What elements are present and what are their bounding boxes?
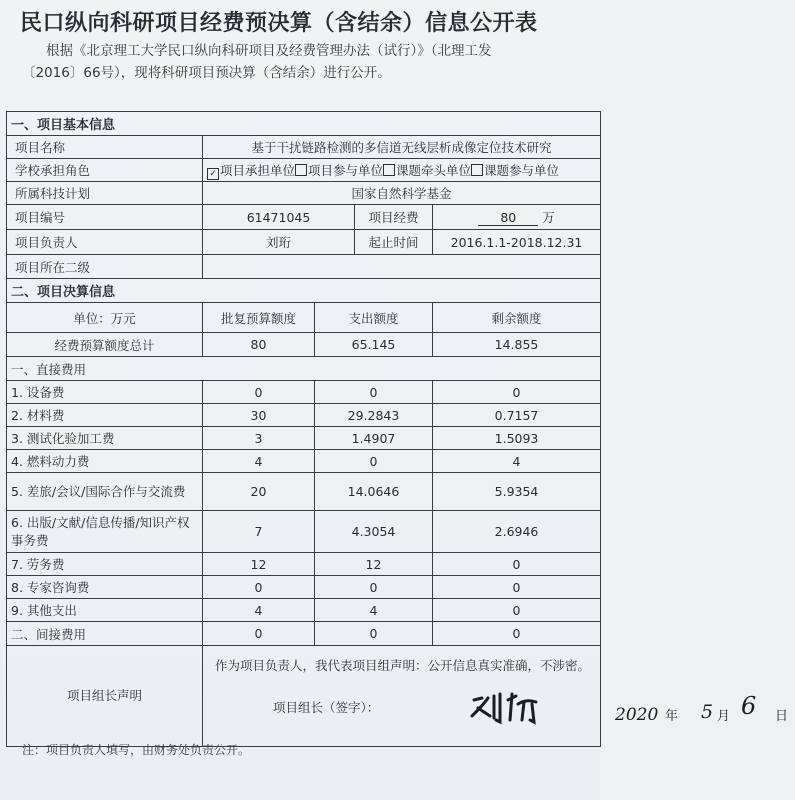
funding-label: 项目经费 bbox=[355, 205, 433, 230]
spent-cell: 14.0646 bbox=[315, 473, 433, 511]
intro-line-2: 〔2016〕66号），现将科研项目预决算（含结余）进行公开。 bbox=[22, 65, 391, 81]
spent-cell: 0 bbox=[315, 622, 433, 646]
remaining-cell: 0.7157 bbox=[433, 404, 601, 427]
approved-cell: 3 bbox=[203, 427, 315, 450]
project-name-label: 项目名称 bbox=[7, 136, 203, 159]
handwritten-signature bbox=[468, 686, 558, 730]
spent-cell: 29.2843 bbox=[315, 404, 433, 427]
role-option-3: 课题牵头单位 bbox=[396, 162, 472, 178]
table-row bbox=[7, 427, 601, 450]
role-option-1: 项目承担单位 bbox=[220, 162, 296, 178]
remaining-cell: 5.9354 bbox=[433, 473, 601, 511]
row-label: 3. 测试化验加工费 bbox=[7, 427, 203, 450]
column-header-approved: 批复预算额度 bbox=[203, 303, 315, 333]
role-option-2: 项目参与单位 bbox=[308, 162, 384, 178]
row-label: 二、间接费用 bbox=[7, 622, 203, 646]
table-row bbox=[7, 450, 601, 473]
level2-value bbox=[203, 255, 601, 279]
handwritten-date bbox=[613, 682, 795, 732]
row-label: 2. 材料费 bbox=[7, 404, 203, 427]
school-role-options bbox=[203, 159, 601, 182]
declaration-label: 项目组长声明 bbox=[7, 646, 203, 747]
disclosure-table bbox=[6, 111, 789, 747]
spent-cell: 4 bbox=[315, 599, 433, 622]
row-label: 5. 差旅/会议/国际合作与交流费 bbox=[7, 473, 203, 511]
row-label: 6. 出版/文献/信息传播/知识产权事务费 bbox=[7, 511, 203, 553]
period-value: 2016.1.1-2018.12.31 bbox=[433, 230, 601, 255]
table-row bbox=[7, 553, 601, 576]
funding-value bbox=[433, 205, 601, 230]
row-label: 7. 劳务费 bbox=[7, 553, 203, 576]
table-row bbox=[7, 381, 601, 404]
spent-cell: 0 bbox=[315, 450, 433, 473]
declaration-cell bbox=[203, 646, 789, 747]
checkbox-icon[interactable] bbox=[471, 164, 483, 176]
document-title: 民口纵向科研项目经费预决算（含结余）信息公开表 bbox=[20, 11, 538, 36]
date-month-unit: 月 bbox=[717, 709, 731, 724]
remaining-cell: 1.5093 bbox=[433, 427, 601, 450]
checkbox-icon[interactable] bbox=[383, 164, 395, 176]
section-final-accounts-heading: 二、项目决算信息 bbox=[7, 279, 601, 303]
approved-cell: 0 bbox=[203, 576, 315, 599]
approved-cell: 0 bbox=[203, 381, 315, 404]
approved-cell: 80 bbox=[203, 333, 315, 357]
leader-label: 项目负责人 bbox=[7, 230, 203, 255]
date-day: 6 bbox=[741, 692, 757, 720]
spent-cell: 65.145 bbox=[315, 333, 433, 357]
funding-unit: 万 bbox=[542, 210, 555, 225]
table-row bbox=[7, 473, 601, 511]
signature-label: 项目组长（签字）： bbox=[273, 700, 380, 715]
checkbox-icon[interactable] bbox=[295, 164, 307, 176]
column-header-spent: 支出额度 bbox=[315, 303, 433, 333]
approved-cell: 0 bbox=[203, 622, 315, 646]
date-month: 5 bbox=[701, 701, 714, 723]
date-day-unit: 日 bbox=[775, 709, 789, 724]
approved-cell: 7 bbox=[203, 511, 315, 553]
project-name-value: 基于干扰链路检测的多信道无线层析成像定位技术研究 bbox=[203, 136, 601, 159]
remaining-cell: 0 bbox=[433, 576, 601, 599]
row-label: 4. 燃料动力费 bbox=[7, 450, 203, 473]
approved-cell: 30 bbox=[203, 404, 315, 427]
table-row bbox=[7, 599, 601, 622]
table-row bbox=[7, 576, 601, 599]
school-role-label: 学校承担角色 bbox=[7, 159, 203, 182]
project-number-label: 项目编号 bbox=[7, 205, 203, 230]
spent-cell: 0 bbox=[315, 381, 433, 404]
table-row bbox=[7, 622, 601, 646]
project-number-value: 61471045 bbox=[203, 205, 355, 230]
level2-label: 项目所在二级 bbox=[7, 255, 203, 279]
row-label: 经费预算额度总计 bbox=[7, 333, 203, 357]
row-label: 9. 其他支出 bbox=[7, 599, 203, 622]
spent-cell: 4.3054 bbox=[315, 511, 433, 553]
table-row bbox=[7, 404, 601, 427]
spent-cell: 0 bbox=[315, 576, 433, 599]
intro-paragraph bbox=[22, 40, 587, 84]
column-header-unit: 单位：万元 bbox=[7, 303, 203, 333]
remaining-cell: 14.855 bbox=[433, 333, 601, 357]
leader-value: 刘珩 bbox=[203, 230, 355, 255]
remaining-cell: 0 bbox=[433, 599, 601, 622]
plan-label: 所属科技计划 bbox=[7, 182, 203, 205]
date-year-unit: 年 bbox=[665, 709, 679, 724]
checkbox-checked-icon[interactable]: ✓ bbox=[207, 168, 219, 180]
direct-costs-heading: 一、直接费用 bbox=[7, 357, 601, 381]
column-header-remaining: 剩余额度 bbox=[433, 303, 601, 333]
remaining-cell: 4 bbox=[433, 450, 601, 473]
role-option-4: 课题参与单位 bbox=[484, 162, 560, 178]
date-year: 2020 bbox=[615, 705, 659, 725]
approved-cell: 4 bbox=[203, 450, 315, 473]
plan-value: 国家自然科学基金 bbox=[203, 182, 601, 205]
table-row bbox=[7, 511, 601, 553]
remaining-cell: 0 bbox=[433, 553, 601, 576]
declaration-text: 作为项目负责人，我代表项目组声明：公开信息真实准确，不涉密。 bbox=[215, 658, 591, 673]
approved-cell: 20 bbox=[203, 473, 315, 511]
remaining-cell: 0 bbox=[433, 622, 601, 646]
row-label: 1. 设备费 bbox=[7, 381, 203, 404]
section-basic-info-heading: 一、项目基本信息 bbox=[7, 112, 601, 136]
table-row bbox=[7, 333, 601, 357]
remaining-cell: 2.6946 bbox=[433, 511, 601, 553]
approved-cell: 4 bbox=[203, 599, 315, 622]
intro-line-1: 根据《北京理工大学民口纵向科研项目及经费管理办法（试行）》（北理工发 bbox=[46, 43, 492, 59]
spent-cell: 12 bbox=[315, 553, 433, 576]
approved-cell: 12 bbox=[203, 553, 315, 576]
period-label: 起止时间 bbox=[355, 230, 433, 255]
funding-amount: 80 bbox=[478, 210, 538, 226]
row-label: 8. 专家咨询费 bbox=[7, 576, 203, 599]
spent-cell: 1.4907 bbox=[315, 427, 433, 450]
footnote: 注：项目负责人填写，由财务处负责公开。 bbox=[22, 743, 251, 757]
remaining-cell: 0 bbox=[433, 381, 601, 404]
